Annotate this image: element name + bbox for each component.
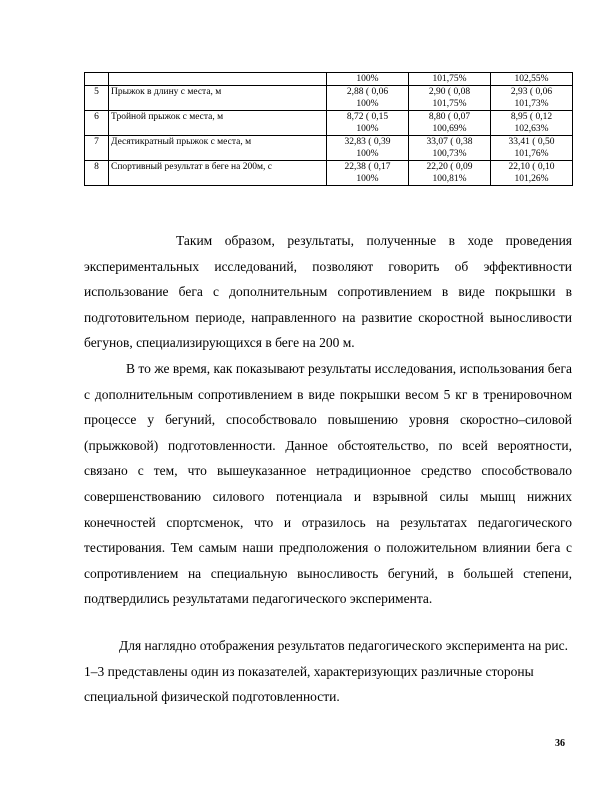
value-line: 22,38 ( 0,17 [344,162,391,172]
results-table-container [84,72,572,186]
table-row [85,111,573,136]
value-line: 101,75% [432,99,467,109]
results-table-body [85,73,573,186]
value-cell-c1 [327,161,409,186]
value-cell-c3 [491,161,573,186]
value-line: 8,95 ( 0,12 [510,112,553,122]
value-cell-c3 [491,111,573,136]
indicator-name-cell: Десятикратный прыжок с места, м [109,136,327,161]
row-number-cell: 8 [85,161,109,186]
indicator-name-cell: Спортивный результат в беге на 200м, с [109,161,327,186]
results-table [84,72,573,186]
value-line: 33,41 ( 0,50 [508,137,555,147]
value-cell-c1 [327,111,409,136]
value-line: 8,72 ( 0,15 [346,112,389,122]
value-line: 101,75% [432,74,467,84]
value-cell-c2 [409,86,491,111]
value-line: 2,88 ( 0,06 [346,87,389,97]
indicator-name-cell [109,73,327,86]
paragraph-conclusion [84,228,572,356]
table-row [85,136,573,161]
indicator-name-cell: Тройной прыжок с места, м [109,111,327,136]
row-number-cell [85,73,109,86]
row-number-cell: 6 [85,111,109,136]
page-number: 36 [555,738,565,749]
value-line: 102,63% [514,124,549,134]
value-line: 101,26% [514,174,549,184]
paragraph-text: В то же время, как показывают результаты исследования, использования бега с дополнительным сопротивлением в виде покрышки весом 5 кг в тренировочном процессе у бегуний, способствовало повышению уровня скоростно–силовой (прыжковой) подготовленности. Данное обстоятельство, по всей вероятности, связано с тем, что вышеуказанное нетрадиционное средство способствовало совершенствованию силового потенциала и взрывной силы мышц нижних конечностей спортсменок, что и отразилось на результатах педагогического тестирования. Тем самым наши предположения о положительном влиянии бега с сопротивлением на специальную выносливость бегуний, в большей степени, подтвердились результатами педагогического эксперимента. [84,361,572,607]
paragraph-text: Для наглядно отображения результатов педагогического эксперимента на рис. 1–3 представлены один из показателей, характеризующих различные стороны специальной физической подготовленности. [84,638,569,705]
value-line: 22,10 ( 0,10 [508,162,555,172]
value-line: 100% [356,74,379,84]
value-line: 100,73% [432,149,467,159]
table-row [85,86,573,111]
value-cell-c1 [327,136,409,161]
value-cell-c2 [409,136,491,161]
paragraph-figures-intro [84,633,572,710]
table-row [85,161,573,186]
value-cell-c2 [409,111,491,136]
value-cell-c1 [327,73,409,86]
paragraph-discussion [84,356,572,612]
value-cell-c2 [409,73,491,86]
value-line: 100,69% [432,124,467,134]
value-cell-c3 [491,73,573,86]
value-line: 32,83 ( 0,39 [344,137,391,147]
row-number-cell: 7 [85,136,109,161]
value-line: 100% [356,149,379,159]
value-line: 100% [356,124,379,134]
value-line: 33,07 ( 0,38 [426,137,473,147]
value-cell-c3 [491,136,573,161]
value-line: 100% [356,99,379,109]
value-line: 2,93 ( 0,06 [510,87,553,97]
value-line: 101,76% [514,149,549,159]
value-cell-c1 [327,86,409,111]
indicator-name-cell: Прыжок в длину с места, м [109,86,327,111]
row-number-cell: 5 [85,86,109,111]
value-line: 102,55% [514,74,549,84]
table-row [85,73,573,86]
value-cell-c3 [491,86,573,111]
value-line: 22,20 ( 0,09 [426,162,473,172]
value-line: 101,73% [514,99,549,109]
paragraph-text: Таким образом, результаты, полученные в ходе проведения экспериментальных исследований, позволяют говорить об эффективности использование бега с дополнительным сопротивлением в виде покрышки в подготовительном периоде, направленного на развитие скоростной выносливости бегунов, специализирующихся в беге на 200 м. [84,233,572,351]
value-cell-c2 [409,161,491,186]
value-line: 2,90 ( 0,08 [428,87,471,97]
value-line: 8,80 ( 0,07 [428,112,471,122]
value-line: 100% [356,174,379,184]
value-line: 100,81% [432,174,467,184]
